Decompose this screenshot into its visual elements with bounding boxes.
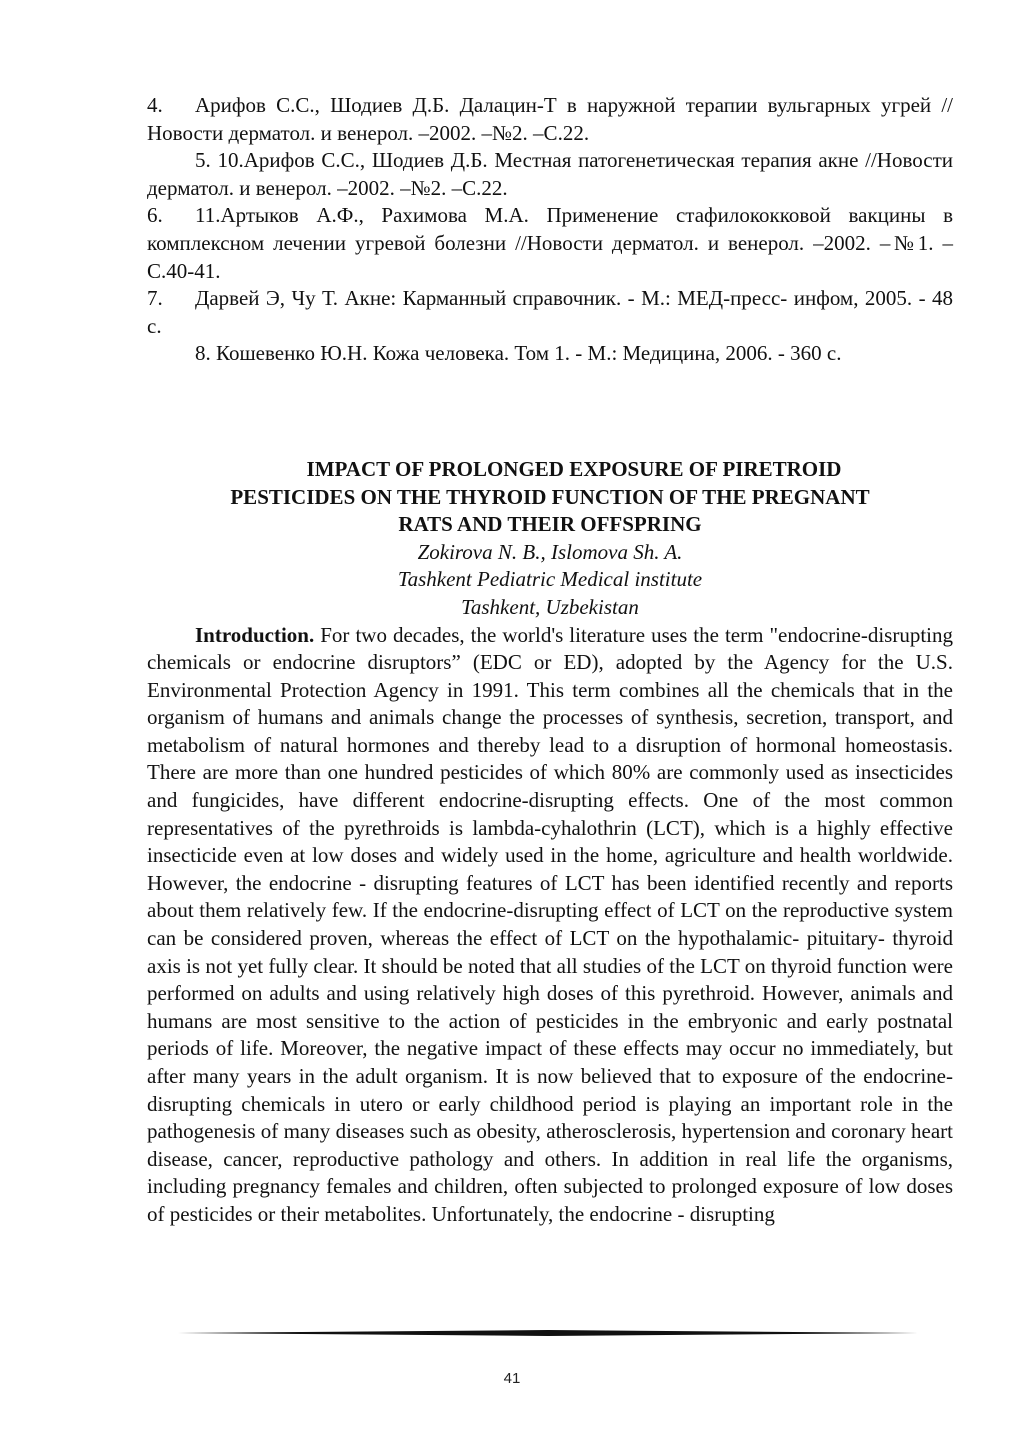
reference-item <box>147 202 953 285</box>
reference-text: 11.Артыков А.Ф., Рахимова М.А. Применение стафилококковой вакцины в комплексном лечении угревой болезни //Новости дерматол. и венерол. –2002. –№1. –С.40-41. <box>147 203 953 283</box>
reference-item <box>147 285 953 340</box>
reference-item <box>147 92 953 147</box>
reference-number: 6. <box>147 203 163 228</box>
article-title-line: PESTICIDES ON THE THYROID FUNCTION OF THE PREGNANT <box>230 484 870 509</box>
article-institution: Tashkent Pediatric Medical institute <box>397 567 703 592</box>
introduction-heading: Introduction. <box>195 622 315 647</box>
reference-number: 7. <box>147 286 163 311</box>
footer-divider-line <box>178 1330 918 1336</box>
section-spacer <box>147 368 953 456</box>
introduction-text: For two decades, the world's literature uses the term "endocrine-disrupting chemicals or endocrine disruptors” (EDC or ED), adopted by the Agency for the U.S. Environmental Protection Agency in 1991. This term combines all the chemicals that in the organism of humans and animals change the processes of synthesis, secretion, transport, and metabolism of natural hormones and thereby lead to a disruption of hormonal homeostasis. There are more than one hundred pesticides of which 80% are commonly used as insecticides and fungicides, have different endocrine-disrupting effects. One of the most common representatives of the pyrethroids is lambda-cyhalothrin (LCT), which is a highly effective insecticide even at low doses and widely used in the home, agriculture and health worldwide. However, the endocrine - disrupting features of LCT has been identified recently and reports about them relatively few. If the endocrine-disrupting effect of LCT on the reproductive system can be considered proven, whereas the effect of LCT on the hypothalamic- pituitary- thyroid axis is not yet fully clear. It should be noted that all studies of the LCT on thyroid function were performed on adults and using relatively high doses of this pyrethroid. However, animals and humans are most sensitive to the action of pesticides in the embryonic and early postnatal periods of life. Moreover, the negative impact of these effects may occur no immediately, but after many years in the adult organism. It is now believed that to exposure of the endocrine-disrupting chemicals in utero or early childhood period is playing an important role in the pathogenesis of many diseases such as obesity, atherosclerosis, hypertension and coronary heart disease, cancer, reproductive pathology and others. In addition in real life the organisms, including pregnancy females and children, often subjected to prolonged exposure of low doses of pesticides or their metabolites. Unfortunately, the endocrine - disrupting <box>147 622 953 1226</box>
article-title-line: RATS AND THEIR OFFSPRING <box>398 512 702 537</box>
reference-list <box>147 92 953 368</box>
footer-divider <box>178 1330 918 1336</box>
article-authors: Zokirova N. B., Islomova Sh. A. <box>417 539 683 564</box>
page-number: 41 <box>503 1370 521 1387</box>
reference-item <box>147 340 953 368</box>
article-title <box>147 456 953 539</box>
article-location: Tashkent, Uzbekistan <box>461 594 639 619</box>
page-body <box>147 92 953 1229</box>
reference-text: Арифов С.С., Шодиев Д.Б. Далацин-Т в наружной терапии вульгарных угрей //Новости дерматол. и венерол. –2002. –№2. –С.22. <box>147 93 953 145</box>
reference-number: 4. <box>147 93 163 117</box>
introduction-paragraph <box>147 622 953 1229</box>
reference-text: Дарвей Э, Чу Т. Акне: Карманный справочник. - М.: МЕД-пресс- инфом, 2005. - 48 с. <box>147 286 953 338</box>
reference-item <box>147 147 953 202</box>
reference-text: 8. Кошевенко Ю.Н. Кожа человека. Том 1. - М.: Медицина, 2006. - 360 с. <box>195 341 842 366</box>
reference-text: 5. 10.Арифов С.С., Шодиев Д.Б. Местная патогенетическая терапия акне //Новости дерматол. и венерол. –2002. –№2. –С.22. <box>147 148 953 200</box>
article-title-line: IMPACT OF PROLONGED EXPOSURE OF PIRETROID <box>306 456 842 481</box>
